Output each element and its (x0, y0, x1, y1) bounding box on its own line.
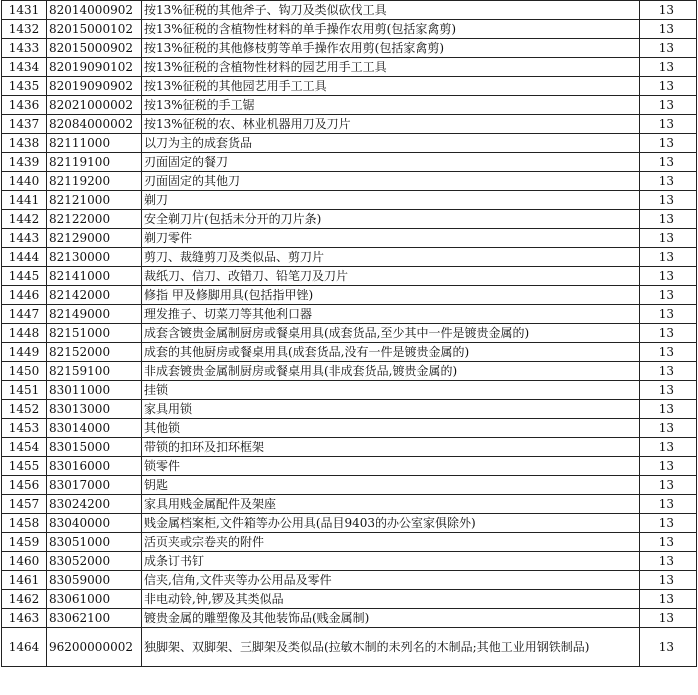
tax-rate-cell: 13 (640, 324, 697, 343)
table-row (2, 286, 697, 305)
description-cell: 独脚架、双脚架、三脚架及类似品(拉敏木制的未列名的木制品;其他工业用钢铁制品) (142, 628, 640, 667)
table-row (2, 571, 697, 590)
tax-rate-cell: 13 (640, 419, 697, 438)
table-row (2, 39, 697, 58)
table-row (2, 438, 697, 457)
row-number-cell: 1443 (2, 229, 47, 248)
description-cell: 裁纸刀、信刀、改错刀、铅笔刀及刀片 (142, 267, 640, 286)
table-body (2, 1, 697, 667)
row-number-cell: 1440 (2, 172, 47, 191)
row-number-cell: 1447 (2, 305, 47, 324)
table-row (2, 77, 697, 96)
tax-rate-cell: 13 (640, 552, 697, 571)
row-number-cell: 1463 (2, 609, 47, 628)
commodity-code-cell: 82019090902 (47, 77, 142, 96)
table-row (2, 400, 697, 419)
commodity-code-cell: 82151000 (47, 324, 142, 343)
row-number-cell: 1457 (2, 495, 47, 514)
row-number-cell: 1464 (2, 628, 47, 667)
row-number-cell: 1438 (2, 134, 47, 153)
table-row (2, 457, 697, 476)
tax-rate-cell: 13 (640, 514, 697, 533)
commodity-code-cell: 83011000 (47, 381, 142, 400)
description-cell: 成套的其他厨房或餐桌用具(成套货品,没有一件是镀贵金属的) (142, 343, 640, 362)
commodity-code-cell: 83013000 (47, 400, 142, 419)
commodity-code-cell: 82111000 (47, 134, 142, 153)
commodity-code-cell: 82015000102 (47, 20, 142, 39)
commodity-code-cell: 82149000 (47, 305, 142, 324)
tax-rate-cell: 13 (640, 381, 697, 400)
row-number-cell: 1449 (2, 343, 47, 362)
table-row (2, 20, 697, 39)
tax-rate-cell: 13 (640, 438, 697, 457)
description-cell: 成套含镀贵金属制厨房或餐桌用具(成套货品,至少其中一件是镀贵金属的) (142, 324, 640, 343)
tax-rate-cell: 13 (640, 286, 697, 305)
description-cell: 以刀为主的成套货品 (142, 134, 640, 153)
row-number-cell: 1444 (2, 248, 47, 267)
table-row (2, 153, 697, 172)
table-row (2, 267, 697, 286)
description-cell: 锁零件 (142, 457, 640, 476)
commodity-code-cell: 83062100 (47, 609, 142, 628)
commodity-code-cell: 82119200 (47, 172, 142, 191)
table-row (2, 115, 697, 134)
tax-rate-cell: 13 (640, 590, 697, 609)
tax-rate-cell: 13 (640, 58, 697, 77)
row-number-cell: 1442 (2, 210, 47, 229)
description-cell: 按13%征税的其他修枝剪等单手操作农用剪(包括家禽剪) (142, 39, 640, 58)
commodity-code-cell: 82014000902 (47, 1, 142, 20)
description-cell: 理发推子、切菜刀等其他利口器 (142, 305, 640, 324)
table-row (2, 533, 697, 552)
tax-rate-cell: 13 (640, 134, 697, 153)
row-number-cell: 1451 (2, 381, 47, 400)
tax-rate-cell: 13 (640, 305, 697, 324)
description-cell: 剃刀 (142, 191, 640, 210)
commodity-code-cell: 83016000 (47, 457, 142, 476)
table-row (2, 362, 697, 381)
table-row (2, 514, 697, 533)
row-number-cell: 1455 (2, 457, 47, 476)
row-number-cell: 1461 (2, 571, 47, 590)
row-number-cell: 1439 (2, 153, 47, 172)
tax-rate-cell: 13 (640, 248, 697, 267)
table-row (2, 609, 697, 628)
description-cell: 活页夹或宗卷夹的附件 (142, 533, 640, 552)
description-cell: 安全剃刀片(包括未分开的刀片条) (142, 210, 640, 229)
description-cell: 其他锁 (142, 419, 640, 438)
table-row (2, 58, 697, 77)
row-number-cell: 1434 (2, 58, 47, 77)
description-cell: 家具用贱金属配件及架座 (142, 495, 640, 514)
description-cell: 按13%征税的农、林业机器用刀及刀片 (142, 115, 640, 134)
tax-rate-cell: 13 (640, 153, 697, 172)
commodity-code-cell: 82141000 (47, 267, 142, 286)
commodity-code-cell: 83040000 (47, 514, 142, 533)
commodity-code-cell: 82122000 (47, 210, 142, 229)
table-row (2, 381, 697, 400)
table-row (2, 590, 697, 609)
description-cell: 信夹,信角,文件夹等办公用品及零件 (142, 571, 640, 590)
description-cell: 钥匙 (142, 476, 640, 495)
tax-rate-table (1, 0, 697, 667)
commodity-code-cell: 83017000 (47, 476, 142, 495)
commodity-code-cell: 83061000 (47, 590, 142, 609)
commodity-code-cell: 82121000 (47, 191, 142, 210)
tax-rate-cell: 13 (640, 191, 697, 210)
table-row (2, 210, 697, 229)
tax-rate-cell: 13 (640, 609, 697, 628)
table-row (2, 172, 697, 191)
tax-rate-cell: 13 (640, 362, 697, 381)
description-cell: 按13%征税的手工锯 (142, 96, 640, 115)
description-cell: 挂锁 (142, 381, 640, 400)
table-row (2, 134, 697, 153)
tax-rate-cell: 13 (640, 267, 697, 286)
description-cell: 剪刀、裁缝剪刀及类似品、剪刀片 (142, 248, 640, 267)
description-cell: 贱金属档案柜,文件箱等办公用具(品目9403的办公室家俱除外) (142, 514, 640, 533)
row-number-cell: 1459 (2, 533, 47, 552)
table-row (2, 419, 697, 438)
description-cell: 刃面固定的餐刀 (142, 153, 640, 172)
description-cell: 镀贵金属的雕塑像及其他装饰品(贱金属制) (142, 609, 640, 628)
row-number-cell: 1456 (2, 476, 47, 495)
commodity-code-cell: 82021000002 (47, 96, 142, 115)
commodity-code-cell: 82019090102 (47, 58, 142, 77)
description-cell: 带锁的扣环及扣环框架 (142, 438, 640, 457)
commodity-code-cell: 83051000 (47, 533, 142, 552)
row-number-cell: 1436 (2, 96, 47, 115)
table-row (2, 305, 697, 324)
tax-rate-cell: 13 (640, 115, 697, 134)
table-row (2, 343, 697, 362)
tax-rate-cell: 13 (640, 210, 697, 229)
row-number-cell: 1445 (2, 267, 47, 286)
tax-rate-cell: 13 (640, 1, 697, 20)
commodity-code-cell: 82152000 (47, 343, 142, 362)
row-number-cell: 1433 (2, 39, 47, 58)
tax-rate-cell: 13 (640, 628, 697, 667)
description-cell: 按13%征税的含植物性材料的单手操作农用剪(包括家禽剪) (142, 20, 640, 39)
row-number-cell: 1448 (2, 324, 47, 343)
description-cell: 按13%征税的其他斧子、钩刀及类似砍伐工具 (142, 1, 640, 20)
commodity-code-cell: 83052000 (47, 552, 142, 571)
tax-rate-cell: 13 (640, 495, 697, 514)
tax-rate-cell: 13 (640, 20, 697, 39)
table-row (2, 248, 697, 267)
commodity-code-cell: 82129000 (47, 229, 142, 248)
row-number-cell: 1454 (2, 438, 47, 457)
description-cell: 非成套镀贵金属制厨房或餐桌用具(非成套货品,镀贵金属的) (142, 362, 640, 381)
table-row (2, 495, 697, 514)
row-number-cell: 1441 (2, 191, 47, 210)
commodity-code-cell: 82159100 (47, 362, 142, 381)
row-number-cell: 1458 (2, 514, 47, 533)
row-number-cell: 1460 (2, 552, 47, 571)
row-number-cell: 1437 (2, 115, 47, 134)
tax-rate-cell: 13 (640, 229, 697, 248)
commodity-code-cell: 83015000 (47, 438, 142, 457)
table-row (2, 1, 697, 20)
commodity-code-cell: 83024200 (47, 495, 142, 514)
commodity-code-cell: 82084000002 (47, 115, 142, 134)
table-row (2, 191, 697, 210)
commodity-code-cell: 82130000 (47, 248, 142, 267)
tax-rate-cell: 13 (640, 77, 697, 96)
table-row (2, 324, 697, 343)
table-row (2, 229, 697, 248)
description-cell: 刃面固定的其他刀 (142, 172, 640, 191)
row-number-cell: 1432 (2, 20, 47, 39)
tax-rate-cell: 13 (640, 343, 697, 362)
commodity-code-cell: 83014000 (47, 419, 142, 438)
row-number-cell: 1462 (2, 590, 47, 609)
row-number-cell: 1435 (2, 77, 47, 96)
tax-rate-cell: 13 (640, 457, 697, 476)
description-cell: 按13%征税的含植物性材料的园艺用手工工具 (142, 58, 640, 77)
table-row (2, 552, 697, 571)
commodity-code-cell: 82119100 (47, 153, 142, 172)
tax-rate-cell: 13 (640, 96, 697, 115)
row-number-cell: 1446 (2, 286, 47, 305)
tax-rate-cell: 13 (640, 39, 697, 58)
description-cell: 家具用锁 (142, 400, 640, 419)
description-cell: 剃刀零件 (142, 229, 640, 248)
commodity-code-cell: 82142000 (47, 286, 142, 305)
tax-rate-cell: 13 (640, 400, 697, 419)
description-cell: 成条订书钉 (142, 552, 640, 571)
table-row (2, 96, 697, 115)
commodity-code-cell: 83059000 (47, 571, 142, 590)
description-cell: 非电动铃,钟,锣及其类似品 (142, 590, 640, 609)
row-number-cell: 1450 (2, 362, 47, 381)
table-row (2, 476, 697, 495)
tax-rate-cell: 13 (640, 172, 697, 191)
commodity-code-cell: 96200000002 (47, 628, 142, 667)
table-row (2, 628, 697, 667)
description-cell: 修指 甲及修脚用具(包括指甲锉) (142, 286, 640, 305)
row-number-cell: 1452 (2, 400, 47, 419)
commodity-code-cell: 82015000902 (47, 39, 142, 58)
tax-rate-cell: 13 (640, 571, 697, 590)
row-number-cell: 1431 (2, 1, 47, 20)
tax-rate-cell: 13 (640, 476, 697, 495)
tax-rate-cell: 13 (640, 533, 697, 552)
row-number-cell: 1453 (2, 419, 47, 438)
description-cell: 按13%征税的其他园艺用手工工具 (142, 77, 640, 96)
